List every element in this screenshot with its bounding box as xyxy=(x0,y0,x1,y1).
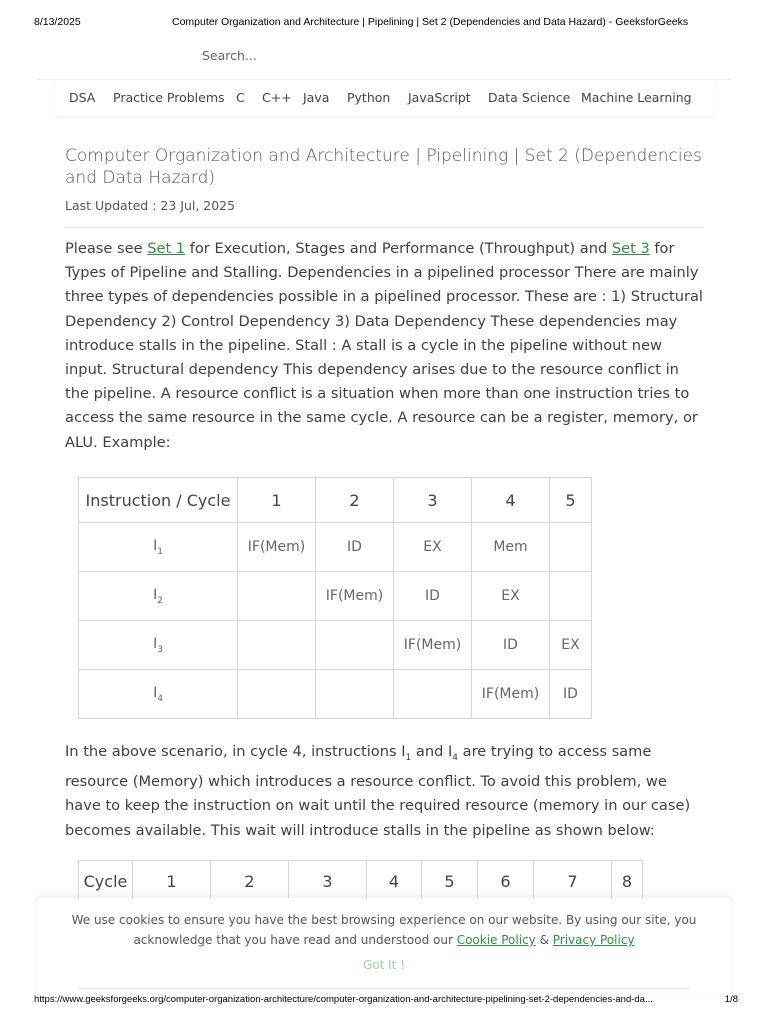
table-cell: IF(Mem) xyxy=(316,572,394,621)
table-row xyxy=(79,523,592,572)
print-doc-title: Computer Organization and Architecture | Pipelining | Set 2 (Dependencies and Data Hazard) - GeeksforGeeks xyxy=(172,16,689,28)
category-nav xyxy=(56,82,716,116)
got-it-button[interactable]: Got It ! xyxy=(362,958,406,972)
nav-item-java[interactable]: Java xyxy=(303,90,330,105)
nav-item-data-science[interactable]: Data Science xyxy=(488,90,571,105)
table-cell: EX xyxy=(550,621,592,670)
intro-paragraph: Please see Set 1 for Execution, Stages and Performance (Throughput) and Set 3 for Types of Pipeline and Stalling. Dependencies in a pipelined processor There are mainly three types of dependencies possible in a pipelined processor. These are : 1) Structural Dependency 2) Control Dependency 3) Data Dependency These dependencies may introduce stalls in the pipeline. Stall : A stall is a cycle in the pipeline without new input. Structural dependency This dependency arises due to the resource conflict in the pipeline. A resource conflict is a situation when more than one instruction tries to access the same resource in the same cycle. A resource can be a register, memory, or ALU. Example: xyxy=(65,240,703,451)
cookie-policy-link[interactable]: Cookie Policy xyxy=(456,933,536,947)
table-cell: ID xyxy=(550,670,592,719)
nav-item-python[interactable]: Python xyxy=(347,90,391,105)
table-header-cell: 6 xyxy=(478,861,534,903)
table-cell: ID xyxy=(316,523,394,572)
table-cell: EX xyxy=(394,523,472,572)
cookie-divider xyxy=(77,988,691,989)
table-cell: IF(Mem) xyxy=(394,621,472,670)
article-title: Computer Organization and Architecture | Pipelining | Set 2 (Dependencies and Data Hazard) xyxy=(65,146,702,188)
title-divider xyxy=(65,227,703,228)
table-header-row xyxy=(79,478,592,523)
table-cell: IF(Mem) xyxy=(472,670,550,719)
table-cell: ID xyxy=(394,572,472,621)
instruction-cell: $I_2$ xyxy=(79,572,238,621)
page-url: https://www.geeksforgeeks.org/computer-organization-architecture/computer-organization-and-architecture-pipelining-set-2-dependencies-and-da... xyxy=(34,994,653,1005)
table-row xyxy=(79,572,592,621)
table-cell xyxy=(550,523,592,572)
table-cell xyxy=(316,621,394,670)
table-header-row xyxy=(79,861,643,903)
table-header-cell: 5 xyxy=(422,861,478,903)
table-header-cell: 4 xyxy=(367,861,422,903)
search-input[interactable]: Search... xyxy=(202,48,257,63)
print-date: 8/13/2025 xyxy=(34,16,81,28)
header-divider xyxy=(37,79,731,80)
page-number: 1/8 xyxy=(724,994,738,1005)
instruction-cell: $I_1$ xyxy=(79,523,238,572)
table-header-cell: 3 xyxy=(289,861,367,903)
nav-item-javascript[interactable]: JavaScript xyxy=(408,90,471,105)
table-header-cell: 5 xyxy=(550,478,592,523)
table-header-cell: 4 xyxy=(472,478,550,523)
table-header-cell: 7 xyxy=(534,861,612,903)
table-header-cell: Cycle xyxy=(79,861,133,903)
table-row xyxy=(79,621,592,670)
table-cell xyxy=(238,670,316,719)
table-cell: Mem xyxy=(472,523,550,572)
structural-dependency-table xyxy=(78,477,592,719)
table-cell xyxy=(550,572,592,621)
instruction-cell: $I_3$ xyxy=(79,621,238,670)
nav-item-c[interactable]: C xyxy=(236,90,245,105)
nav-item-machine-learning[interactable]: Machine Learning xyxy=(581,90,692,105)
cookie-banner xyxy=(37,898,731,994)
instruction-cell: $I_4$ xyxy=(79,670,238,719)
privacy-policy-link[interactable]: Privacy Policy xyxy=(552,933,635,947)
scenario-paragraph: In the above scenario, in cycle 4, instructions $I_1$ and $I_4$ are trying to access same resource (Memory) which introduces a resource conflict. To avoid this problem, we have to keep the instruction on wait until the required resource (memory in our case) becomes available. This wait will introduce stalls in the pipeline as shown below: xyxy=(65,743,691,839)
set-3-link[interactable]: Set 3 xyxy=(611,240,650,257)
table-header-cell: 8 xyxy=(612,861,643,903)
table-header-cell: 1 xyxy=(133,861,211,903)
table-cell: EX xyxy=(472,572,550,621)
table-header-cell: 3 xyxy=(394,478,472,523)
table-cell: IF(Mem) xyxy=(238,523,316,572)
table-cell xyxy=(238,621,316,670)
table-header-cell: 2 xyxy=(316,478,394,523)
last-updated: Last Updated : 23 Jul, 2025 xyxy=(65,198,236,213)
table-row xyxy=(79,670,592,719)
set-1-link[interactable]: Set 1 xyxy=(147,240,186,257)
table-cell xyxy=(316,670,394,719)
stall-table xyxy=(78,860,643,903)
table-cell xyxy=(238,572,316,621)
table-header-cell: Instruction / Cycle xyxy=(79,478,238,523)
table-cell xyxy=(394,670,472,719)
table-header-cell: 1 xyxy=(238,478,316,523)
nav-item-cpp[interactable]: C++ xyxy=(262,90,292,105)
nav-item-dsa[interactable]: DSA xyxy=(69,90,96,105)
cookie-message: We use cookies to ensure you have the best browsing experience on our website. By using our site, you acknowledge that you have read and understood our Cookie Policy & Privacy Policy xyxy=(71,913,697,947)
table-header-cell: 2 xyxy=(211,861,289,903)
table-cell: ID xyxy=(472,621,550,670)
nav-item-practice-problems[interactable]: Practice Problems xyxy=(113,90,225,105)
